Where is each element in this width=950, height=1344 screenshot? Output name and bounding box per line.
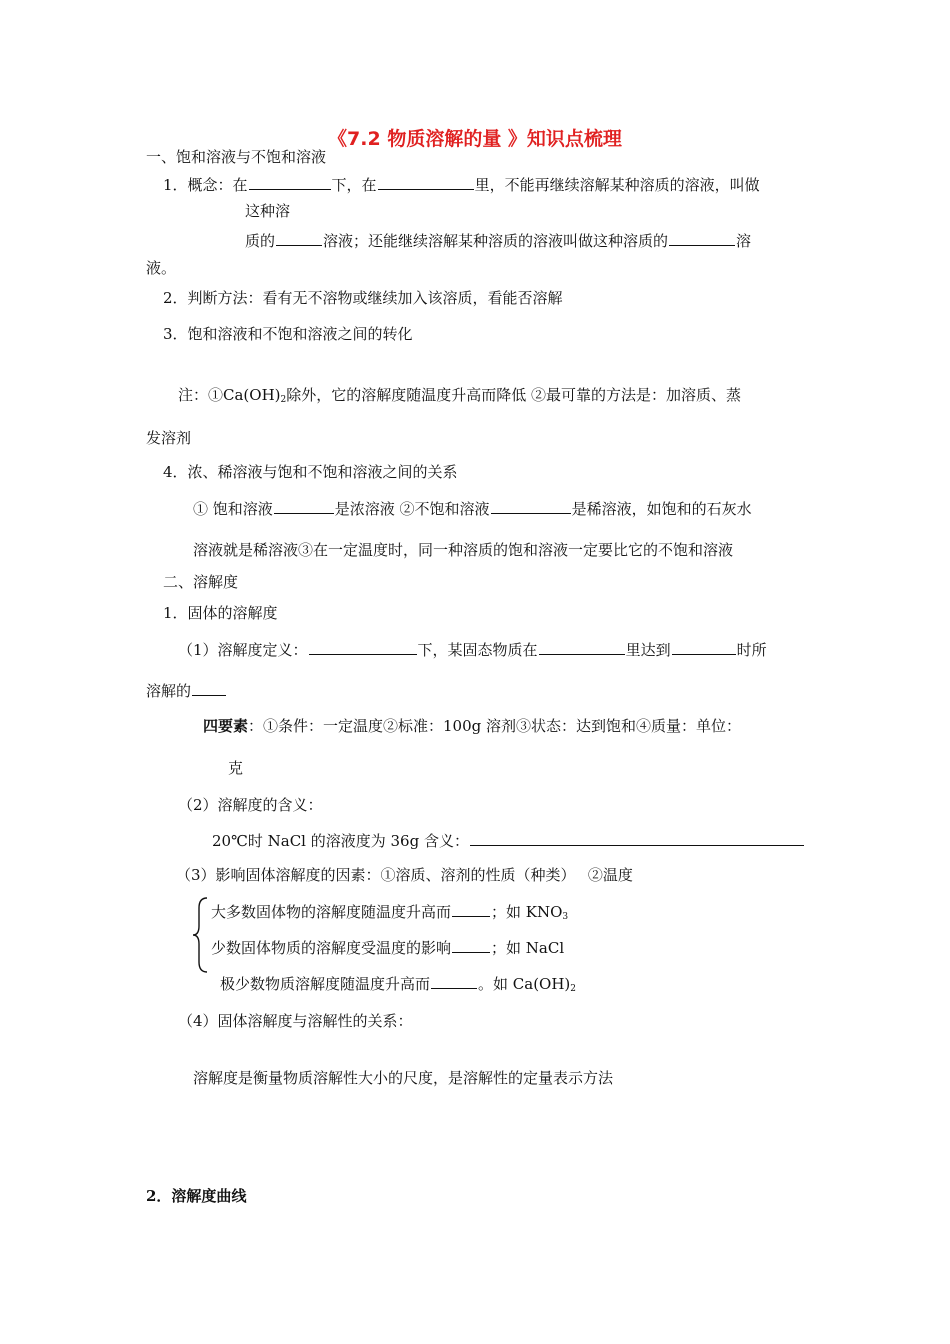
blank (274, 498, 334, 514)
relation-line-2: 溶液就是稀溶液③在一定温度时，同一种溶质的饱和溶液一定要比它的不饱和溶液 (193, 541, 734, 559)
blank (431, 973, 477, 989)
concept-line-3: 液。 (146, 259, 177, 277)
conversion-heading: 3．饱和溶液和不饱和溶液之间的转化 (163, 325, 413, 343)
page-title: 《7.2 物质溶解的量 》知识点梳理 (328, 128, 622, 150)
factors-heading: （3）影响固体溶解度的因素：①溶质、溶剂的性质（种类） ②温度 (176, 866, 633, 884)
note-line-cont: 发溶剂 (146, 429, 192, 447)
factor-minority: 少数固体物质的溶解度受温度的影响 ；如 NaCl (211, 939, 565, 957)
blank (378, 174, 474, 190)
definition-line: （1）溶解度定义： 下，某固态物质在 里达到 时所 (178, 641, 767, 659)
section-1-heading: 一、饱和溶液与不饱和溶液 (146, 148, 327, 166)
definition-line-cont: 溶解的 (146, 680, 227, 701)
meaning-example: 20℃时 NaCl 的溶液度为 36g 含义： (212, 830, 805, 851)
solubility-relation-text: 溶解度是衡量物质溶解性大小的尺度，是溶解性的定量表示方法 (193, 1069, 614, 1087)
blank (539, 639, 625, 655)
blank (249, 174, 331, 190)
blank (276, 230, 322, 246)
blank (452, 901, 490, 917)
blank (470, 830, 804, 846)
judgement-method: 2．判断方法：看有无不溶物或继续加入该溶质，看能否溶解 (163, 289, 563, 307)
solubility-relation-heading: （4）固体溶解度与溶解性的关系： (178, 1012, 413, 1030)
factor-rare: 极少数物质溶解度随温度升高而 。如 $Ca(OH)_2$ (220, 975, 577, 994)
relation-heading: 4．浓、稀溶液与饱和不饱和溶液之间的关系 (163, 463, 458, 481)
section-2-heading: 二、溶解度 (163, 573, 239, 591)
four-elements: 四要素：①条件：一定温度②标准：100g 溶剂③状态：达到饱和④质量：单位： (203, 717, 742, 735)
concept-line-1-cont: 这种溶 (245, 202, 291, 220)
blank (192, 680, 226, 696)
blank (309, 639, 417, 655)
relation-line-1: ① 饱和溶液 是浓溶液 ②不饱和溶液 是稀溶液，如饱和的石灰水 (193, 500, 752, 518)
note-line: 注：$①Ca(OH)_2$除外，它的溶解度随温度升高而降低 ②最可靠的方法是：加溶质、蒸 (178, 386, 742, 405)
concept-line-2: 质的 溶液；还能继续溶解某种溶质的溶液叫做这种溶质的 溶 (245, 232, 752, 250)
blank (452, 937, 490, 953)
curve-heading: 2．溶解度曲线 (146, 1187, 247, 1205)
four-elements-cont: 克 (228, 759, 244, 777)
concept-line-1: 1．概念：在 下，在 里，不能再继续溶解某种溶质的溶液，叫做 (163, 176, 760, 194)
blank (669, 230, 735, 246)
factor-majority: 大多数固体物的溶解度随温度升高而 ；如 $KNO_3$ (211, 903, 569, 922)
solid-solubility-heading: 1．固体的溶解度 (163, 604, 278, 622)
blank (491, 498, 571, 514)
meaning-heading: （2）溶解度的含义： (178, 796, 323, 814)
brace-icon (191, 896, 209, 974)
blank (672, 639, 736, 655)
